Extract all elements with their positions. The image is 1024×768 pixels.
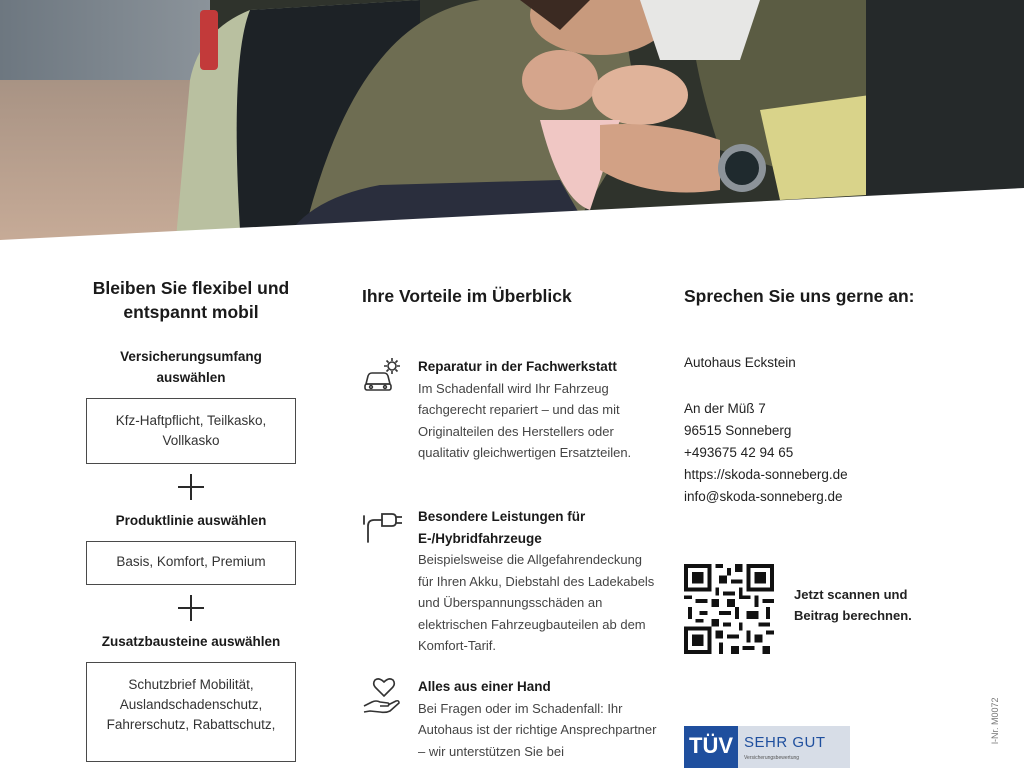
benefit-text: Im Schadenfall wird Ihr Fahrzeug fachgerecht repariert – und das mit Originalteilen des Herstellers oder qualitativ gleichwertigen Ersatzteilen. (418, 380, 632, 460)
hero-photo (0, 0, 1024, 250)
car-gear-icon (362, 356, 402, 396)
address-city: 96515 Sonneberg (684, 423, 792, 438)
heart-hand-icon (362, 676, 402, 716)
contact-heading: Sprechen Sie uns gerne an: (684, 286, 915, 306)
benefits-heading: Ihre Vorteile im Überblick (362, 286, 572, 306)
qr-code[interactable] (684, 564, 774, 654)
step-title-add-ons: Zusatzbausteine auswählen (101, 634, 281, 649)
phone-number[interactable]: +493675 42 94 65 (684, 445, 794, 460)
hero-diagonal-edge (0, 0, 1024, 250)
insurance-steps-column (70, 276, 312, 762)
scan-line-2: Beitrag berechnen. (794, 608, 912, 623)
dealer-address (684, 398, 848, 508)
benefit-text: Beispielsweise die Allgefahrendeckung für Ihren Akku, Diebstahl des Ladekabels und Überspannungsschäden an elektrischen Fahrzeugbauteilen ab dem Komfort-Tarif. (418, 552, 655, 653)
plus-icon (176, 472, 206, 502)
left-heading: Bleiben Sie flexibel und entspannt mobil (92, 278, 290, 322)
email-link[interactable]: info@skoda-sonneberg.de (684, 489, 843, 504)
tuv-subtitle: Versicherungsbewertung (744, 755, 800, 761)
step-title-coverage: Versicherungsumfang auswählen (120, 349, 262, 385)
scan-instruction (794, 584, 912, 626)
product-line-options-box: Basis, Komfort, Premium (86, 541, 296, 585)
coverage-options-box: Kfz-Haftpflicht, Teilkasko, Vollkasko (86, 398, 296, 464)
dealer-name: Autohaus Eckstein (684, 355, 796, 370)
document-code (990, 697, 1004, 768)
benefit-title: Besondere Leistungen für E-/Hybridfahrzeuge (418, 509, 586, 546)
benefit-title: Alles aus einer Hand (418, 679, 551, 694)
step-title-product-line: Produktlinie auswählen (115, 513, 267, 528)
benefit-title: Reparatur in der Fachwerkstatt (418, 359, 617, 374)
scan-line-1: Jetzt scannen und (794, 587, 908, 602)
website-link[interactable]: https://skoda-sonneberg.de (684, 467, 848, 482)
ev-plug-icon (362, 506, 402, 546)
benefit-text: Bei Fragen oder im Schadenfall: Ihr Autohaus ist der richtige Ansprechpartner – wir unterstützen Sie bei (418, 700, 657, 759)
document-code-text: l-Nr. M0072 (990, 697, 1000, 744)
tuv-badge (684, 726, 850, 768)
tuv-logo: TÜV (684, 726, 738, 768)
benefits-column (362, 284, 662, 759)
add-ons-options-box: Schutzbrief Mobilität, Auslandschadenschutz, Fahrerschutz, Rabattschutz, (86, 662, 296, 762)
address-street: An der Müß 7 (684, 401, 766, 416)
plus-icon (176, 593, 206, 623)
tuv-rating: SEHR GUT (744, 734, 826, 751)
